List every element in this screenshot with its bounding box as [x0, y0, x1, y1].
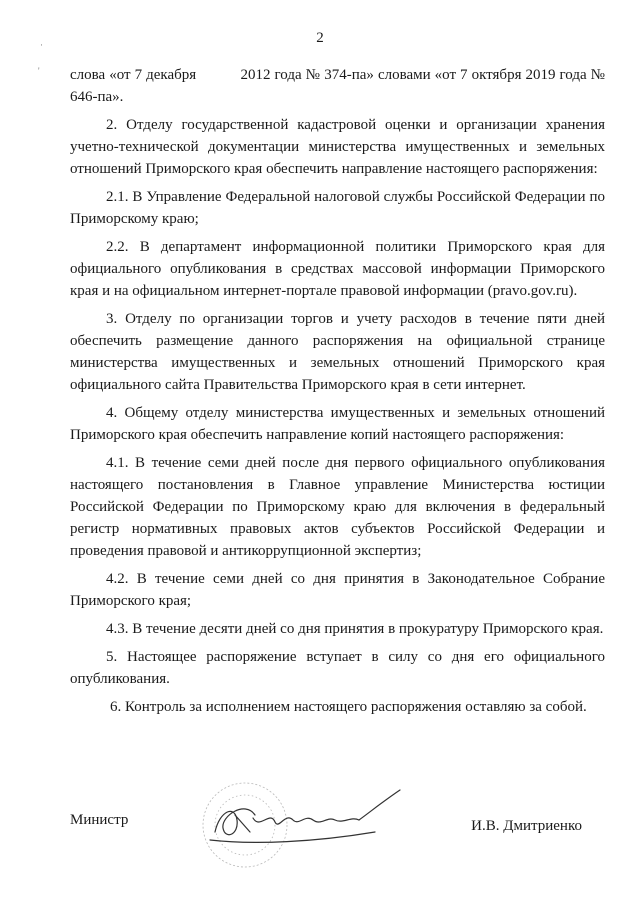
paragraph-2-1: 2.1. В Управление Федеральной налоговой службы Российской Федерации по Приморскому краю; [70, 189, 605, 227]
paragraph-4-3: 4.3. В течение десяти дней со дня принятия в прокуратуру Приморского края. [106, 621, 604, 637]
paragraph-6: 6. Контроль за исполнением настоящего распоряжения оставляю за собой. [110, 699, 587, 715]
paragraph-continuation: слова «от 7 декабря 2012 года № 374-па» словами «от 7 октября 2019 года № 646-па». [70, 67, 605, 105]
paragraph-4: 4. Общему отделу министерства имущественных и земельных отношений Приморского края обеспечить направление копий настоящего распоряжения: [70, 405, 605, 443]
signature-stamp [175, 770, 425, 870]
paragraph-2: 2. Отделу государственной кадастровой оценки и организации хранения учетно-технической документации министерства имущественных и земельных отношений Приморского края обеспечить направление настоящего распоряжения: [70, 117, 605, 177]
stamp-rings [203, 783, 287, 867]
handwritten-signature [210, 790, 400, 842]
paragraph-3: 3. Отделу по организации торгов и учету расходов в течение пяти дней обеспечить размещение данного распоряжения на официальной странице министерства имущественных и земельных отношений Приморского края официального сайта Правительства Приморского края в сети интернет. [70, 311, 605, 393]
scan-speck: ' [38, 66, 40, 76]
paragraph-5: 5. Настоящее распоряжение вступает в силу со дня его официального опубликования. [70, 649, 605, 687]
paragraph-2-2: 2.2. В департамент информационной политики Приморского края для официального опубликования в средствах массовой информации Приморского края и на официальном интернет-портале правовой информации (pravo.gov.ru). [70, 239, 605, 299]
paragraph-4-2: 4.2. В течение семи дней со дня принятия в Законодательное Собрание Приморского края; [70, 571, 605, 609]
scan-speck: · [40, 40, 43, 50]
signatory-title: Министр [70, 812, 129, 828]
document-body [70, 64, 605, 724]
signatory-name: И.В. Дмитриенко [471, 818, 582, 834]
page-number: 2 [316, 30, 324, 46]
paragraph-4-1: 4.1. В течение семи дней после дня первого официального опубликования настоящего постановления в Главное управление Министерства юстиции Российской Федерации по Приморскому краю для включения в федеральный регистр нормативных правовых актов субъектов Российской Федерации и проведения правовой и антикоррупционной экспертиз; [70, 455, 605, 559]
